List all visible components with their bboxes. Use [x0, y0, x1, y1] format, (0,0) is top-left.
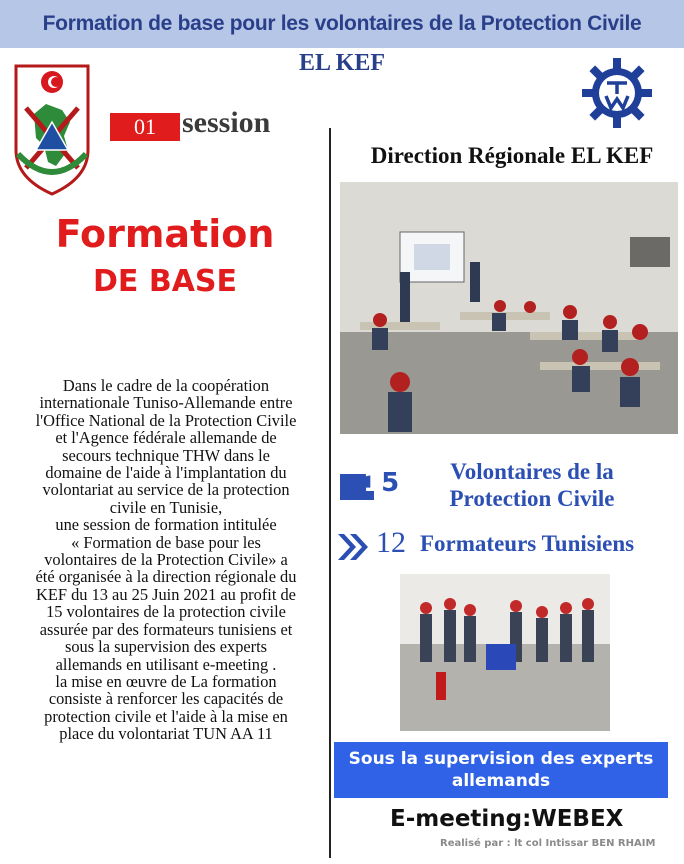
paragraph-line: internationale Tuniso-Allemande entre	[39, 393, 293, 413]
paragraph-line: domaine de l'aide à l'implantation du	[45, 463, 287, 483]
paragraph-line: 15 volontaires de la protection civile	[46, 602, 286, 622]
paragraph-line: place du volontariat TUN AA 11	[59, 724, 273, 744]
paragraph-line: la mise en œuvre de La formation	[55, 671, 277, 691]
paragraph-line: Dans le cadre de la coopération	[62, 376, 270, 395]
paragraph-line: KEF du 13 au 25 Juin 2021 au profit de	[36, 584, 296, 604]
volunteers-label	[420, 458, 644, 512]
classroom-photo	[340, 182, 678, 434]
description-paragraph	[10, 377, 322, 743]
civil-protection-emblem	[12, 58, 92, 196]
formation-title: Formation	[55, 212, 275, 256]
emeeting-label: E-meeting:WEBEX	[390, 806, 624, 832]
formation-subtitle: DE BASE	[92, 264, 238, 299]
trainers-label: Formateurs Tunisiens	[420, 531, 635, 556]
paragraph-line: volontariat au service de la protection	[42, 480, 290, 500]
volunteers-count-digit: 5	[381, 468, 400, 498]
paragraph-line: secours technique THW dans le	[62, 445, 270, 465]
top-banner: Formation de base pour les volontaires de la Protection Civile	[0, 0, 684, 48]
supervision-line: Sous la supervision des experts	[348, 749, 654, 769]
paragraph-line: sous la supervision des experts	[64, 637, 268, 657]
paragraph-line: l'Office National de la Protection Civile	[35, 410, 297, 430]
author-credit: Realisé par : lt col Intissar BEN RHAIM	[440, 838, 656, 849]
outdoor-training-photo	[400, 574, 610, 731]
paragraph-line: consiste à renforcer les capacités de	[48, 689, 284, 709]
paragraph-line: une session de formation intitulée	[55, 515, 277, 535]
supervision-line: allemands	[451, 771, 551, 791]
city-title: EL KEF	[298, 50, 386, 76]
session-number: 01	[110, 113, 180, 141]
volunteers-count-digit: 1	[363, 468, 382, 498]
paragraph-line: « Formation de base pour les	[71, 532, 261, 552]
volunteers-label-line: Protection Civile	[449, 486, 615, 511]
volunteers-label-line: Volontaires de la	[450, 459, 614, 484]
direction-title: Direction Régionale EL KEF	[370, 143, 654, 168]
paragraph-line: allemands en utilisant e-meeting .	[55, 654, 277, 674]
paragraph-line: et l'Agence fédérale allemande de	[55, 428, 277, 448]
paragraph-line: été organisée à la direction régionale du	[35, 567, 297, 587]
supervision-banner	[334, 742, 668, 798]
paragraph-line: assurée par des formateurs tunisiens et	[39, 619, 293, 639]
trainers-count: 12	[376, 526, 406, 559]
volunteers-count	[363, 468, 399, 498]
session-label: session	[182, 106, 271, 139]
paragraph-line: civile en Tunisie,	[109, 497, 223, 517]
thw-logo	[582, 58, 652, 128]
paragraph-line: protection civile et l'aide à la mise en	[44, 706, 288, 726]
paragraph-line: volontaires de la Protection Civile» a	[44, 550, 288, 570]
double-chevron-icon	[336, 532, 370, 562]
